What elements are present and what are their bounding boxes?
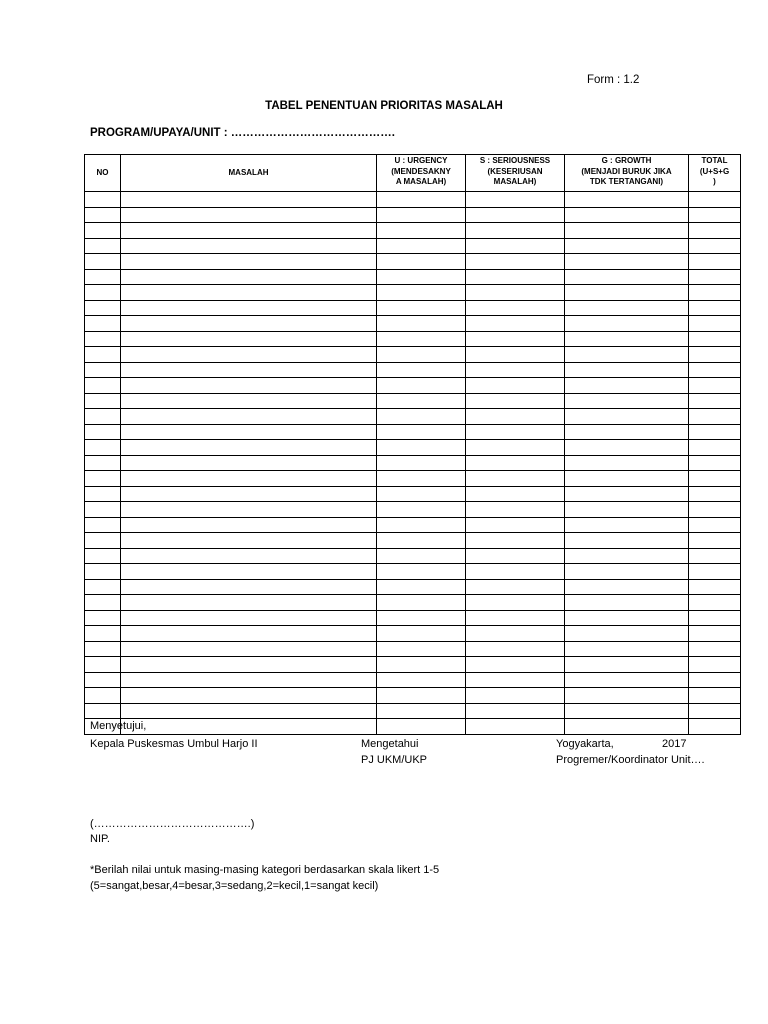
table-header-row — [85, 155, 741, 192]
cell-urgency — [377, 300, 466, 316]
table-row — [85, 471, 741, 487]
cell-masalah — [121, 207, 377, 223]
table-row — [85, 486, 741, 502]
cell-seriousness — [466, 595, 565, 611]
cell-growth — [565, 471, 689, 487]
cell-masalah — [121, 331, 377, 347]
cell-masalah — [121, 486, 377, 502]
cell-growth — [565, 285, 689, 301]
cell-urgency — [377, 579, 466, 595]
cell-total — [689, 672, 741, 688]
cell-growth — [565, 595, 689, 611]
cell-no — [85, 409, 121, 425]
cell-total — [689, 517, 741, 533]
cell-masalah — [121, 672, 377, 688]
cell-growth — [565, 378, 689, 394]
cell-no — [85, 502, 121, 518]
cell-growth — [565, 533, 689, 549]
table-row — [85, 347, 741, 363]
cell-no — [85, 610, 121, 626]
cell-masalah — [121, 564, 377, 580]
cell-masalah — [121, 471, 377, 487]
note-line-1: *Berilah nilai untuk masing-masing kategori berdasarkan skala likert 1-5 — [90, 864, 440, 876]
header-urgency: U : URGENCY (MENDESAKNY A MASALAH) — [377, 155, 466, 192]
cell-total — [689, 393, 741, 409]
cell-total — [689, 424, 741, 440]
cell-seriousness — [466, 548, 565, 564]
table-row — [85, 703, 741, 719]
cell-urgency — [377, 409, 466, 425]
cell-masalah — [121, 719, 377, 735]
cell-masalah — [121, 533, 377, 549]
cell-growth — [565, 409, 689, 425]
cell-growth — [565, 207, 689, 223]
cell-total — [689, 192, 741, 208]
cell-total — [689, 316, 741, 332]
cell-growth — [565, 393, 689, 409]
table-row — [85, 409, 741, 425]
table-row — [85, 223, 741, 239]
cell-seriousness — [466, 238, 565, 254]
cell-masalah — [121, 548, 377, 564]
cell-urgency — [377, 347, 466, 363]
cell-urgency — [377, 626, 466, 642]
cell-growth — [565, 192, 689, 208]
cell-total — [689, 269, 741, 285]
cell-no — [85, 300, 121, 316]
cell-total — [689, 626, 741, 642]
cell-no — [85, 347, 121, 363]
cell-growth — [565, 579, 689, 595]
cell-no — [85, 424, 121, 440]
table-row — [85, 362, 741, 378]
cell-seriousness — [466, 719, 565, 735]
cell-masalah — [121, 657, 377, 673]
cell-no — [85, 192, 121, 208]
table-row — [85, 207, 741, 223]
cell-seriousness — [466, 409, 565, 425]
cell-seriousness — [466, 626, 565, 642]
cell-seriousness — [466, 269, 565, 285]
cell-no — [85, 238, 121, 254]
coordinator-label: Progremer/Koordinator Unit…. — [556, 754, 705, 766]
cell-no — [85, 688, 121, 704]
cell-total — [689, 331, 741, 347]
cell-masalah — [121, 641, 377, 657]
cell-total — [689, 719, 741, 735]
cell-masalah — [121, 579, 377, 595]
cell-urgency — [377, 378, 466, 394]
cell-no — [85, 564, 121, 580]
cell-seriousness — [466, 254, 565, 270]
approve-label: Menyetujui, — [90, 720, 147, 732]
cell-seriousness — [466, 192, 565, 208]
cell-masalah — [121, 393, 377, 409]
page-title: TABEL PENENTUAN PRIORITAS MASALAH — [265, 100, 503, 112]
table-row — [85, 533, 741, 549]
cell-urgency — [377, 362, 466, 378]
table-row — [85, 688, 741, 704]
cell-total — [689, 362, 741, 378]
cell-total — [689, 595, 741, 611]
cell-seriousness — [466, 300, 565, 316]
cell-total — [689, 471, 741, 487]
cell-growth — [565, 719, 689, 735]
cell-total — [689, 579, 741, 595]
cell-total — [689, 285, 741, 301]
table-row — [85, 440, 741, 456]
place-label: Yogyakarta, — [556, 738, 614, 750]
cell-masalah — [121, 424, 377, 440]
cell-urgency — [377, 719, 466, 735]
cell-seriousness — [466, 564, 565, 580]
cell-urgency — [377, 207, 466, 223]
table-body — [85, 192, 741, 735]
cell-urgency — [377, 254, 466, 270]
cell-masalah — [121, 610, 377, 626]
cell-masalah — [121, 300, 377, 316]
cell-seriousness — [466, 579, 565, 595]
table-row — [85, 517, 741, 533]
table-row — [85, 254, 741, 270]
cell-seriousness — [466, 424, 565, 440]
cell-seriousness — [466, 610, 565, 626]
table-row — [85, 595, 741, 611]
cell-urgency — [377, 223, 466, 239]
program-field-line: PROGRAM/UPAYA/UNIT : ……………………………………. — [90, 127, 395, 139]
table-row — [85, 424, 741, 440]
cell-urgency — [377, 269, 466, 285]
cell-seriousness — [466, 393, 565, 409]
cell-masalah — [121, 362, 377, 378]
signature-line: (…………………………………….) — [90, 818, 255, 830]
table-row — [85, 455, 741, 471]
cell-urgency — [377, 440, 466, 456]
cell-masalah — [121, 688, 377, 704]
cell-urgency — [377, 610, 466, 626]
cell-no — [85, 471, 121, 487]
cell-total — [689, 223, 741, 239]
cell-no — [85, 455, 121, 471]
cell-urgency — [377, 688, 466, 704]
cell-no — [85, 579, 121, 595]
cell-total — [689, 347, 741, 363]
header-growth: G : GROWTH (MENJADI BURUK JIKA TDK TERTANGANI) — [565, 155, 689, 192]
cell-growth — [565, 703, 689, 719]
cell-growth — [565, 223, 689, 239]
cell-growth — [565, 300, 689, 316]
cell-no — [85, 269, 121, 285]
cell-growth — [565, 316, 689, 332]
cell-growth — [565, 502, 689, 518]
cell-total — [689, 486, 741, 502]
cell-urgency — [377, 548, 466, 564]
cell-masalah — [121, 285, 377, 301]
cell-total — [689, 502, 741, 518]
cell-seriousness — [466, 486, 565, 502]
cell-total — [689, 254, 741, 270]
cell-urgency — [377, 316, 466, 332]
cell-urgency — [377, 517, 466, 533]
cell-total — [689, 641, 741, 657]
cell-no — [85, 672, 121, 688]
cell-total — [689, 409, 741, 425]
head-title: Kepala Puskesmas Umbul Harjo II — [90, 738, 258, 750]
cell-seriousness — [466, 517, 565, 533]
cell-masalah — [121, 223, 377, 239]
cell-growth — [565, 610, 689, 626]
cell-total — [689, 688, 741, 704]
cell-urgency — [377, 471, 466, 487]
cell-seriousness — [466, 672, 565, 688]
cell-total — [689, 703, 741, 719]
cell-growth — [565, 688, 689, 704]
cell-total — [689, 207, 741, 223]
cell-total — [689, 300, 741, 316]
cell-growth — [565, 517, 689, 533]
cell-no — [85, 207, 121, 223]
cell-urgency — [377, 192, 466, 208]
cell-seriousness — [466, 641, 565, 657]
cell-growth — [565, 424, 689, 440]
cell-seriousness — [466, 378, 565, 394]
cell-masalah — [121, 409, 377, 425]
cell-seriousness — [466, 285, 565, 301]
pj-label: PJ UKM/UKP — [361, 754, 428, 766]
table-row — [85, 378, 741, 394]
cell-growth — [565, 548, 689, 564]
table-row — [85, 502, 741, 518]
cell-masalah — [121, 316, 377, 332]
cell-total — [689, 657, 741, 673]
cell-masalah — [121, 269, 377, 285]
cell-growth — [565, 238, 689, 254]
cell-seriousness — [466, 688, 565, 704]
table-row — [85, 316, 741, 332]
cell-no — [85, 440, 121, 456]
cell-growth — [565, 254, 689, 270]
cell-no — [85, 486, 121, 502]
cell-growth — [565, 626, 689, 642]
cell-seriousness — [466, 223, 565, 239]
cell-no — [85, 548, 121, 564]
cell-masalah — [121, 703, 377, 719]
table-row — [85, 238, 741, 254]
cell-growth — [565, 672, 689, 688]
cell-total — [689, 533, 741, 549]
cell-no — [85, 316, 121, 332]
cell-growth — [565, 564, 689, 580]
cell-total — [689, 610, 741, 626]
header-masalah: MASALAH — [121, 155, 377, 192]
cell-no — [85, 378, 121, 394]
cell-urgency — [377, 595, 466, 611]
cell-growth — [565, 455, 689, 471]
cell-seriousness — [466, 207, 565, 223]
cell-urgency — [377, 238, 466, 254]
cell-growth — [565, 440, 689, 456]
cell-urgency — [377, 672, 466, 688]
table-row — [85, 610, 741, 626]
table-row — [85, 285, 741, 301]
cell-no — [85, 362, 121, 378]
cell-no — [85, 533, 121, 549]
table-row — [85, 564, 741, 580]
cell-masalah — [121, 517, 377, 533]
nip-label: NIP. — [90, 833, 110, 845]
cell-total — [689, 378, 741, 394]
cell-no — [85, 331, 121, 347]
cell-urgency — [377, 703, 466, 719]
form-number: Form : 1.2 — [587, 74, 640, 86]
note-line-2: (5=sangat,besar,4=besar,3=sedang,2=kecil,1=sangat kecil) — [90, 880, 379, 892]
cell-seriousness — [466, 455, 565, 471]
table-row — [85, 579, 741, 595]
cell-seriousness — [466, 471, 565, 487]
cell-seriousness — [466, 502, 565, 518]
cell-growth — [565, 486, 689, 502]
cell-masalah — [121, 595, 377, 611]
acknowledge-label: Mengetahui — [361, 738, 419, 750]
header-no: NO — [85, 155, 121, 192]
cell-no — [85, 223, 121, 239]
table-row — [85, 269, 741, 285]
table-row — [85, 641, 741, 657]
table-row — [85, 300, 741, 316]
cell-seriousness — [466, 316, 565, 332]
cell-no — [85, 517, 121, 533]
cell-growth — [565, 657, 689, 673]
table-row — [85, 331, 741, 347]
cell-growth — [565, 269, 689, 285]
cell-urgency — [377, 657, 466, 673]
header-total: TOTAL (U+S+G ) — [689, 155, 741, 192]
priority-table — [84, 154, 741, 735]
cell-growth — [565, 347, 689, 363]
cell-total — [689, 564, 741, 580]
cell-no — [85, 641, 121, 657]
cell-seriousness — [466, 331, 565, 347]
table-row — [85, 672, 741, 688]
cell-seriousness — [466, 347, 565, 363]
cell-masalah — [121, 440, 377, 456]
year-label: 2017 — [662, 738, 687, 750]
cell-no — [85, 657, 121, 673]
cell-masalah — [121, 192, 377, 208]
cell-urgency — [377, 331, 466, 347]
cell-growth — [565, 362, 689, 378]
cell-masalah — [121, 626, 377, 642]
cell-no — [85, 285, 121, 301]
cell-masalah — [121, 238, 377, 254]
header-seriousness: S : SERIOUSNESS (KESERIUSAN MASALAH) — [466, 155, 565, 192]
cell-seriousness — [466, 533, 565, 549]
cell-total — [689, 238, 741, 254]
cell-urgency — [377, 285, 466, 301]
cell-seriousness — [466, 440, 565, 456]
cell-masalah — [121, 347, 377, 363]
cell-masalah — [121, 502, 377, 518]
table-row — [85, 548, 741, 564]
cell-no — [85, 595, 121, 611]
table-row — [85, 657, 741, 673]
cell-urgency — [377, 564, 466, 580]
cell-masalah — [121, 378, 377, 394]
table-row — [85, 626, 741, 642]
cell-masalah — [121, 455, 377, 471]
cell-seriousness — [466, 362, 565, 378]
cell-masalah — [121, 254, 377, 270]
cell-growth — [565, 331, 689, 347]
cell-urgency — [377, 502, 466, 518]
table-row — [85, 719, 741, 735]
cell-seriousness — [466, 703, 565, 719]
cell-urgency — [377, 486, 466, 502]
cell-urgency — [377, 533, 466, 549]
cell-total — [689, 440, 741, 456]
table-row — [85, 393, 741, 409]
cell-urgency — [377, 641, 466, 657]
cell-urgency — [377, 424, 466, 440]
cell-urgency — [377, 393, 466, 409]
cell-total — [689, 548, 741, 564]
cell-growth — [565, 641, 689, 657]
cell-seriousness — [466, 657, 565, 673]
table-row — [85, 192, 741, 208]
cell-urgency — [377, 455, 466, 471]
cell-total — [689, 455, 741, 471]
cell-no — [85, 703, 121, 719]
cell-no — [85, 254, 121, 270]
cell-no — [85, 393, 121, 409]
cell-no — [85, 626, 121, 642]
